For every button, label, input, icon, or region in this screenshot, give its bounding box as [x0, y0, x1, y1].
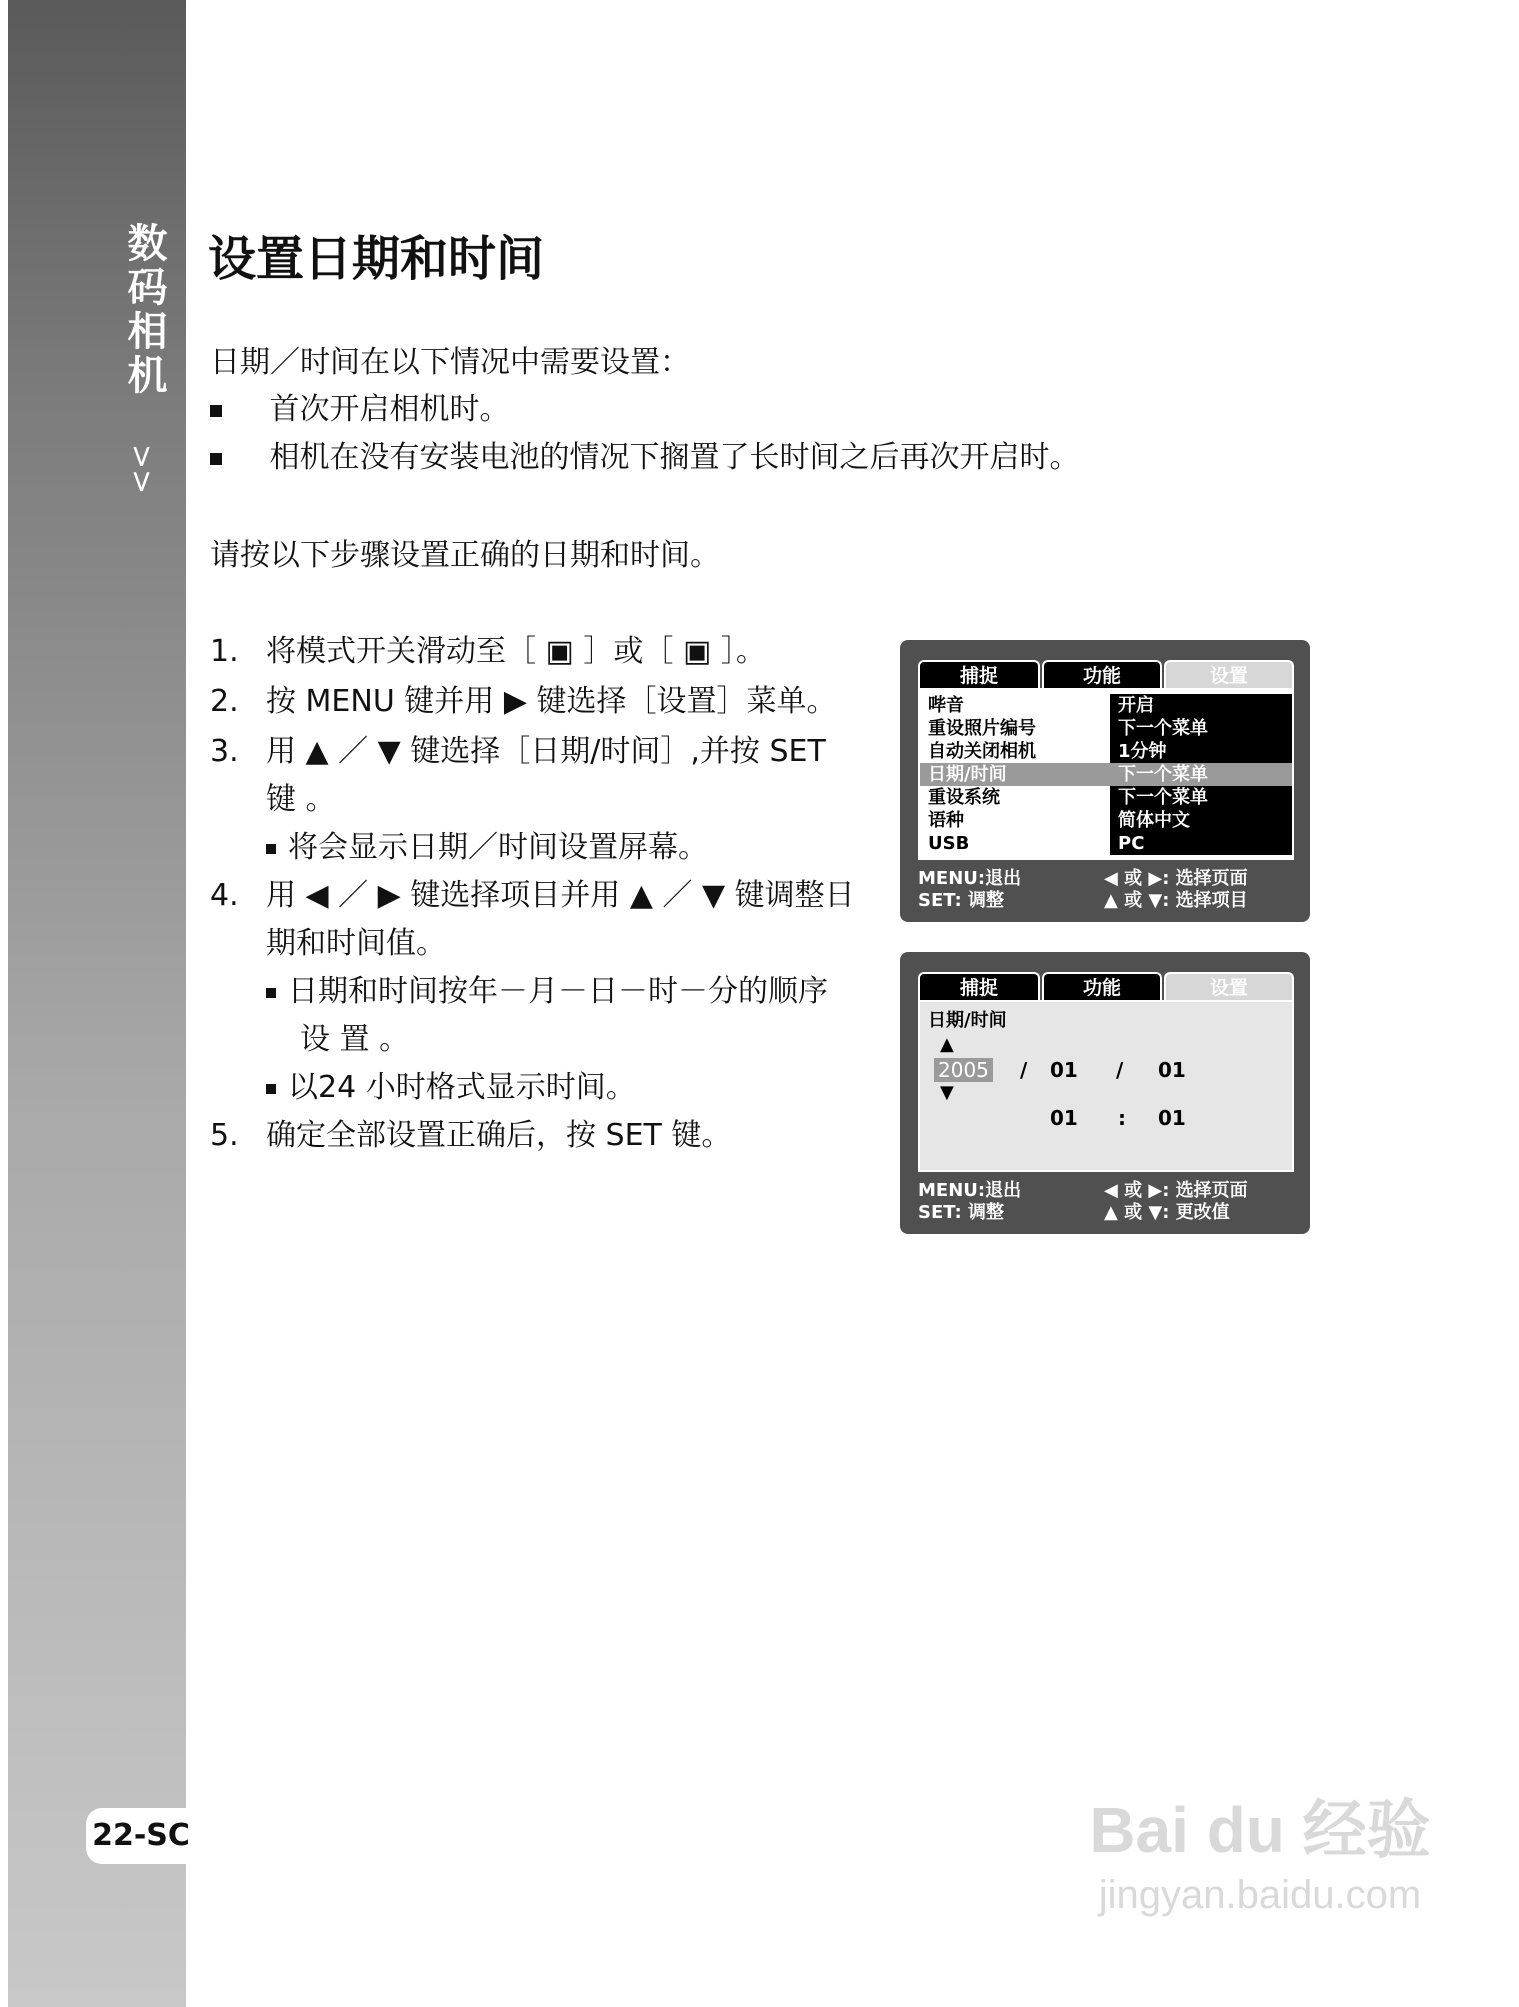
step-3-sub-text: 将会显示日期／时间设置屏幕。 [288, 830, 708, 865]
watermark [1080, 1790, 1440, 1960]
menu-row [920, 717, 1292, 740]
watermark-brand: Bai du 经验 [1089, 1794, 1431, 1866]
day-field: 01 [1158, 1058, 1186, 1082]
menu-row-label: 自动关闭相机 [928, 741, 1036, 762]
menu-row [920, 740, 1292, 763]
date-separator: / [1020, 1058, 1028, 1082]
minute-field: 01 [1158, 1106, 1186, 1130]
menu-row [920, 809, 1292, 832]
bullet-icon [266, 1084, 276, 1094]
intro-bullet-text: 相机在没有安装电池的情况下搁置了长时间之后再次开启时。 [269, 440, 1080, 475]
menu-row-value: 下一个菜单 [1110, 786, 1292, 809]
bullet-icon [210, 453, 222, 465]
menu-row-label: 哔音 [928, 695, 964, 716]
footer-menu-hint: MENU:退出 [918, 1180, 1022, 1201]
step-4-number: 4. [210, 878, 239, 913]
menu-row-value: PC [1110, 832, 1292, 855]
instruction: 请按以下步骤设置正确的日期和时间。 [210, 538, 720, 573]
menu-row-value: 下一个菜单 [1110, 763, 1292, 786]
step-2-number: 2. [210, 684, 239, 719]
sidebar [8, 0, 190, 2007]
step-1-text: 将模式开关滑动至［ ▣ ］或［ ▣ ］。 [266, 634, 766, 669]
menu-row-value: 1分钟 [1110, 740, 1292, 763]
chevron-icon: >> [124, 444, 159, 495]
camera-screen-date-time [900, 952, 1310, 1234]
intro-bullet-text: 首次开启相机时。 [269, 392, 510, 427]
date-separator: / [1116, 1058, 1124, 1082]
tab-setup: 设置 [1164, 660, 1294, 688]
menu-row-label: 重设系统 [928, 787, 1000, 808]
tab-capture: 捕捉 [918, 972, 1040, 1000]
page-title: 设置日期和时间 [208, 231, 545, 287]
footer-page-hint: ◀ 或 ▶: 选择页面 [1104, 868, 1248, 889]
camera-tabs [918, 660, 1294, 688]
menu-panel [918, 688, 1294, 860]
step-4-sub-1-text: 日期和时间按年－月－日－时－分的顺序 [288, 974, 828, 1009]
footer-value-hint: ▲ 或 ▼: 更改值 [1104, 1202, 1230, 1223]
menu-row-selected [920, 763, 1292, 786]
watermark-url: jingyan.baidu.com [1098, 1873, 1422, 1917]
footer-set-hint: SET: 调整 [918, 1202, 1005, 1223]
page-number: 22-SC [86, 1808, 196, 1864]
camera-tabs [918, 972, 1294, 1000]
menu-row-value: 简体中文 [1110, 809, 1292, 832]
step-3-sub [266, 828, 708, 868]
menu-row-label: 语种 [928, 810, 964, 831]
tab-setup: 设置 [1164, 972, 1294, 1000]
intro-line: 日期／时间在以下情况中需要设置： [210, 345, 690, 380]
menu-row [920, 786, 1292, 809]
date-time-heading: 日期/时间 [928, 1010, 1007, 1031]
year-field: 2005 [934, 1058, 993, 1082]
intro-bullet-2 [210, 438, 1080, 478]
sidebar-title: 数码相机 [121, 222, 167, 398]
menu-row-label: USB [928, 833, 970, 854]
arrow-up-icon: ▲ [940, 1034, 954, 1055]
footer-menu-hint: MENU:退出 [918, 868, 1022, 889]
camera-screen-setup-menu [900, 640, 1310, 922]
step-3-text: 用 ▲ ／ ▼ 键选择［日期/时间］,并按 SET [266, 734, 826, 769]
month-field: 01 [1050, 1058, 1078, 1082]
tab-function: 功能 [1042, 660, 1162, 688]
step-3-text-cont: 键 。 [266, 782, 336, 817]
bullet-icon [266, 844, 276, 854]
menu-row-value: 开启 [1110, 694, 1292, 717]
step-4-sub-2 [266, 1068, 636, 1108]
menu-row-value: 下一个菜单 [1110, 717, 1292, 740]
tab-capture: 捕捉 [918, 660, 1040, 688]
menu-row [920, 832, 1292, 855]
step-4-sub-1-cont: 设 置 。 [300, 1022, 410, 1057]
step-5-number: 5. [210, 1118, 239, 1153]
date-time-panel [918, 1000, 1294, 1172]
step-4-text-cont: 期和时间值。 [266, 926, 446, 961]
bullet-icon [210, 405, 222, 417]
step-5-text: 确定全部设置正确后，按 SET 键。 [266, 1118, 732, 1153]
footer-item-hint: ▲ 或 ▼: 选择项目 [1104, 890, 1248, 911]
step-2-text: 按 MENU 键并用 ▶ 键选择［设置］菜单。 [266, 684, 837, 719]
intro-bullet-1 [210, 390, 510, 430]
footer-page-hint: ◀ 或 ▶: 选择页面 [1104, 1180, 1248, 1201]
step-1-number: 1. [210, 634, 239, 669]
arrow-down-icon: ▼ [940, 1082, 954, 1103]
hour-field: 01 [1050, 1106, 1078, 1130]
step-4-text: 用 ◀ ／ ▶ 键选择项目并用 ▲ ／ ▼ 键调整日 [266, 878, 855, 913]
footer-set-hint: SET: 调整 [918, 890, 1005, 911]
menu-row-label: 日期/时间 [928, 764, 1007, 785]
step-3-number: 3. [210, 734, 239, 769]
tab-function: 功能 [1042, 972, 1162, 1000]
menu-row [920, 694, 1292, 717]
time-separator: : [1118, 1106, 1126, 1130]
step-4-sub-1 [266, 972, 828, 1012]
bullet-icon [266, 988, 276, 998]
menu-row-label: 重设照片编号 [928, 718, 1036, 739]
step-4-sub-2-text: 以24 小时格式显示时间。 [288, 1070, 636, 1105]
